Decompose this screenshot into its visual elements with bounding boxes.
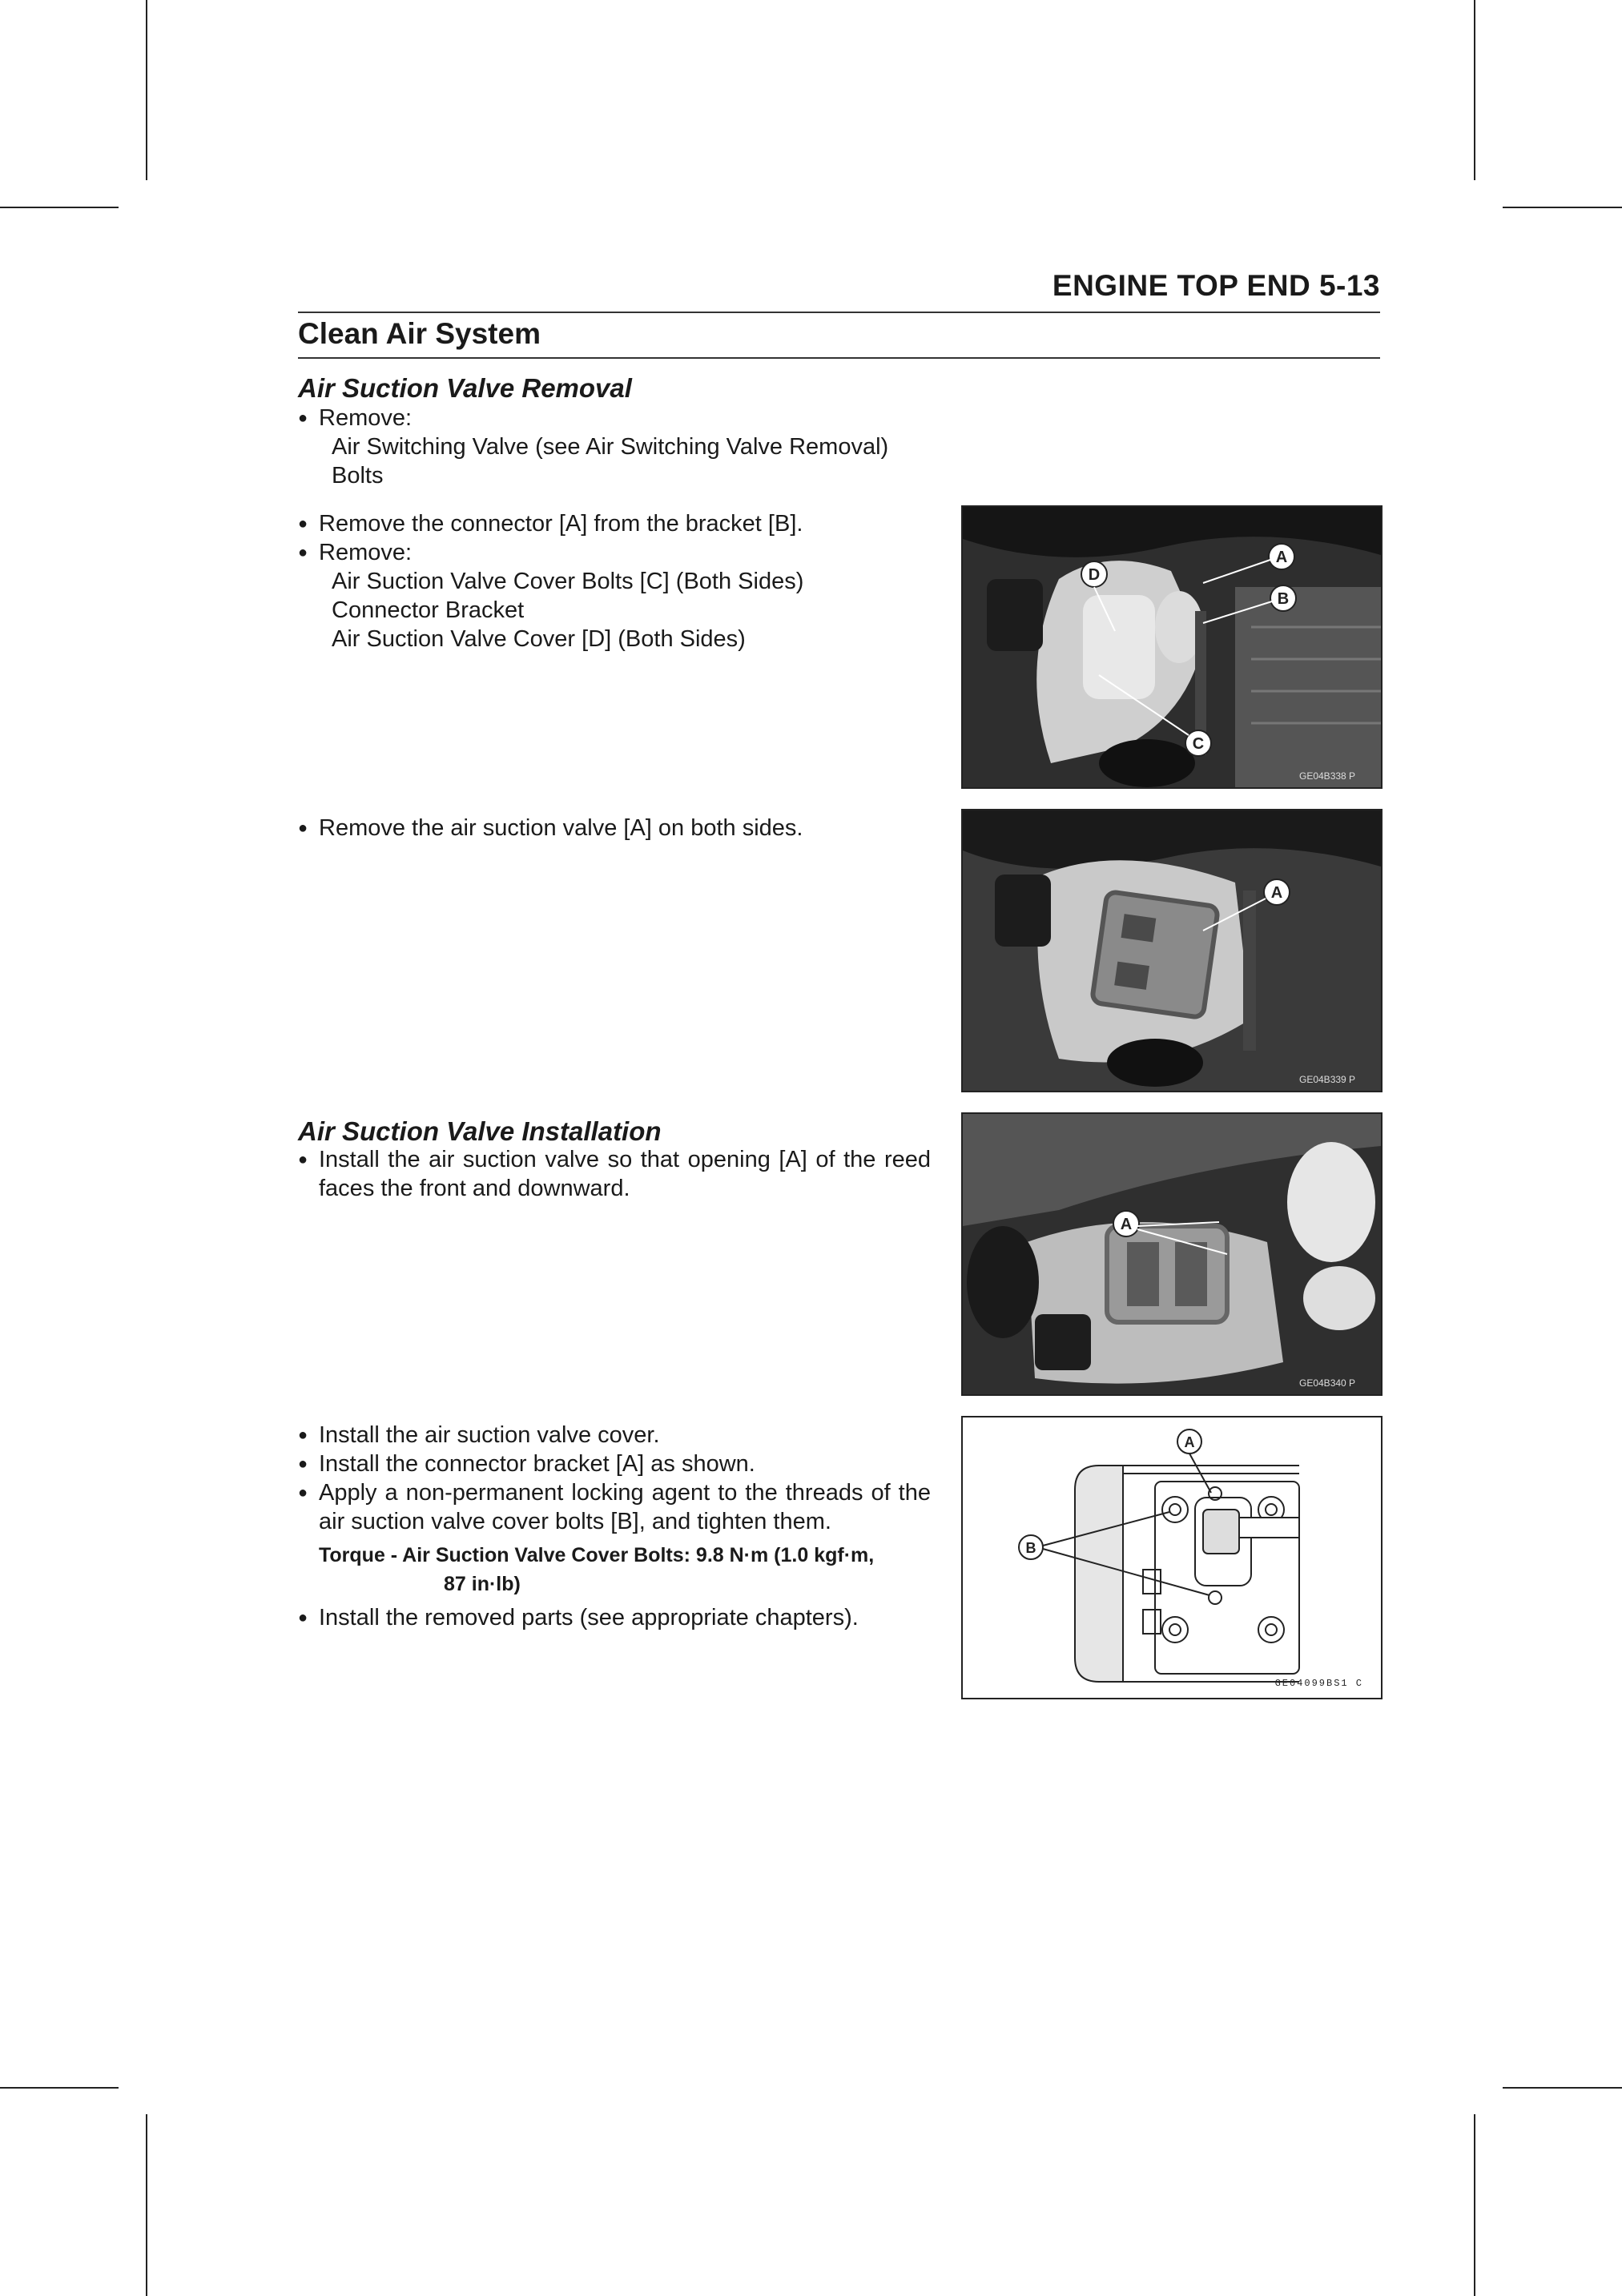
bullet-item: ● Install the removed parts (see appropriate chapters).: [298, 1603, 931, 1632]
installation-step1: [298, 1145, 931, 1203]
crop-mark: [0, 2087, 119, 2089]
torque-line: Torque - Air Suction Valve Cover Bolts: 9.8 N·m (1.0 kgf·m,: [319, 1544, 875, 1566]
figure-label: B: [1277, 590, 1290, 608]
valve-photo: [961, 809, 1383, 1092]
section-title: Clean Air System: [298, 317, 541, 350]
sub-item: Air Switching Valve (see Air Switching Valve Removal): [332, 434, 889, 460]
sub-item: Bolts: [332, 463, 384, 489]
bullet-item: ● Remove the air suction valve [A] on both sides.: [298, 814, 931, 842]
figure-code: GE04B339 P: [1299, 1074, 1356, 1085]
crop-mark: [1474, 2114, 1475, 2296]
crop-mark: [1503, 207, 1622, 208]
chapter-header: ENGINE TOP END 5-13: [1052, 269, 1380, 302]
engine-photo-drawing: [963, 507, 1381, 787]
figure-label: A: [1270, 884, 1283, 902]
figure-code: GE04B340 P: [1299, 1377, 1356, 1389]
torque-line: 87 in·lb): [444, 1573, 521, 1595]
sub-item: Air Suction Valve Cover [D] (Both Sides): [332, 626, 746, 652]
figure-label: D: [1088, 566, 1101, 584]
crop-mark: [0, 207, 119, 208]
reed-photo: [961, 1112, 1383, 1396]
figure-code: GE04B338 P: [1299, 770, 1356, 782]
bullet-item: ● Remove the connector [A] from the bracket [B].: [298, 509, 931, 538]
removal-step2: [298, 509, 931, 653]
engine-photo: [961, 505, 1383, 789]
bullet-item: ● Install the air suction valve so that opening [A] of the reed faces the front and downward.: [298, 1145, 931, 1203]
bracket-diagram-drawing: [963, 1417, 1381, 1698]
bullet-item: ● Install the air suction valve cover.: [298, 1421, 931, 1450]
crop-mark: [1503, 2087, 1622, 2089]
figure-code: GE04099BS1 C: [1274, 1678, 1363, 1689]
removal-step1: [298, 404, 931, 490]
bracket-diagram: [961, 1416, 1383, 1699]
crop-mark: [146, 0, 147, 180]
installation-title: Air Suction Valve Installation: [298, 1116, 662, 1146]
crop-mark: [1474, 0, 1475, 180]
figure-label: C: [1192, 735, 1205, 753]
figure-label: A: [1120, 1216, 1133, 1233]
sub-item: Connector Bracket: [332, 597, 525, 623]
figure-label: A: [1275, 549, 1288, 566]
bullet-item: ● Apply a non-permanent locking agent to the threads of the air suction valve cover bolts [B], and tighten them.: [298, 1478, 931, 1536]
crop-mark: [146, 2114, 147, 2296]
torque-spec: [298, 1541, 931, 1598]
bullet-item: ● Remove:: [298, 404, 931, 432]
reed-photo-drawing: [963, 1114, 1381, 1394]
valve-photo-drawing: [963, 810, 1381, 1091]
sub-item: Air Suction Valve Cover Bolts [C] (Both Sides): [332, 569, 804, 594]
bullet-item: ● Remove:: [298, 538, 931, 567]
removal-title: Air Suction Valve Removal: [298, 373, 632, 403]
installation-steps: [298, 1421, 931, 1632]
section-rule: [298, 357, 1380, 359]
bullet-item: ● Install the connector bracket [A] as shown.: [298, 1450, 931, 1478]
removal-step3: [298, 814, 931, 842]
header-rule: [298, 312, 1380, 313]
figure-label: B: [1025, 1540, 1036, 1556]
figure-label: A: [1184, 1434, 1195, 1450]
